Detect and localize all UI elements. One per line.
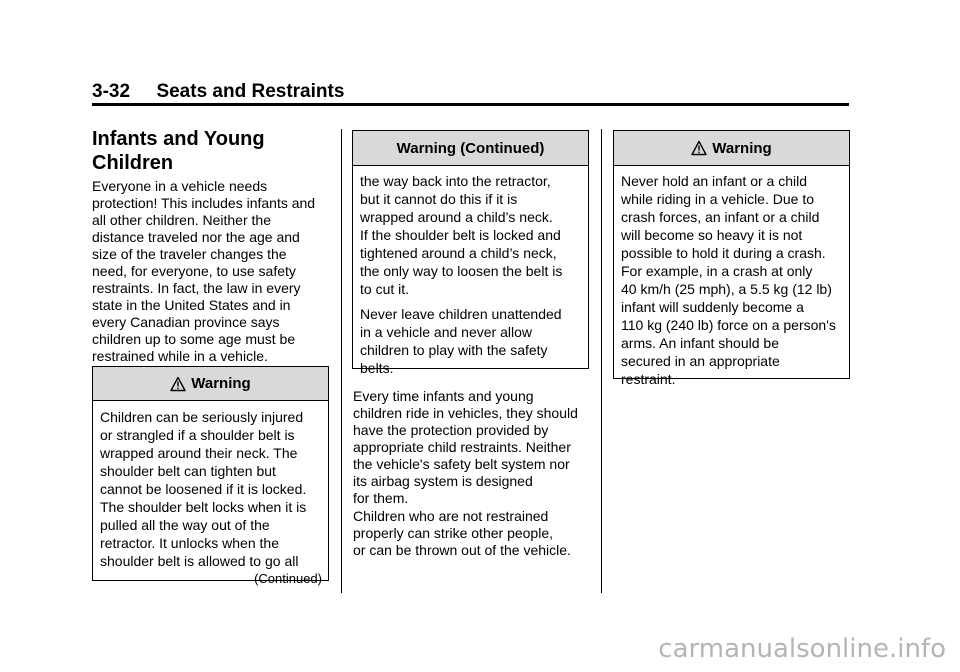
- warning-title: Warning: [712, 139, 772, 157]
- warning-header: [93, 367, 328, 401]
- warning-header: [353, 131, 588, 166]
- warning-title: Warning (Continued): [396, 139, 545, 157]
- page-header: [92, 80, 849, 106]
- warning-header: [614, 131, 849, 166]
- page-number: 3-32: [92, 81, 131, 102]
- body-paragraph-1: Every time infants and young children ride in vehicles, they should have the protection provided by appropriate child restraints. Neither the vehicle's safety belt system nor its airbag system is designed for them.: [353, 388, 578, 506]
- warning-body: the way back into the retractor, but it cannot do this if it is wrapped around a child’s neck. If the shoulder belt is locked and tightened around a child’s neck, the only way to loosen the belt is to cut it. Never leave children unattended in a vehicle and never allow children to play with the safety belts.: [360, 173, 563, 376]
- section-heading: Infants and Young Children: [92, 128, 265, 174]
- warning-box-1: [92, 366, 329, 586]
- warning-title: Warning: [191, 375, 251, 392]
- warning-body: Never hold an infant or a child while riding in a vehicle. Due to crash forces, an infant or a child will become so heavy it is not possible to hold it during a crash. For example, in a crash at only 40 km/h (25 mph), a 5.5 kg (12 lb) infant will suddenly become a 110 kg (240 lb) force on a person's arms. An infant should be secured in an appropriate restraint.: [621, 173, 836, 387]
- warning-box-2: [352, 130, 589, 376]
- warning-body: Children can be seriously injured or strangled if a shoulder belt is wrapped around their neck. The shoulder belt can tighten but cannot be loosened if it is locked. The shoulder belt locks when it is pulled all the way out of the retractor. It unlocks when the shoulder belt is allowed to go all (Continued): [100, 409, 322, 586]
- section-title: Seats and Restraints: [156, 81, 345, 102]
- watermark: carmanualsonline.info: [658, 634, 946, 664]
- column-divider-2: [601, 129, 602, 593]
- body-paragraph-2: Children who are not restrained properly can strike other people, or can be thrown out of the vehicle.: [353, 508, 571, 558]
- warning-triangle-icon: [170, 376, 186, 392]
- continued-label: (Continued): [254, 571, 322, 586]
- warning-triangle-icon: [691, 140, 707, 156]
- intro-paragraph: Everyone in a vehicle needs protection! This includes infants and all other children. Neither the distance traveled nor the age and size of the traveler changes the need, for everyone, to use safety restraints. In fact, the law in every state in the United States and in every Canadian province says children up to some age must be restrained while in a vehicle.: [92, 178, 316, 364]
- warning-box-3: [613, 130, 850, 387]
- column-divider-1: [341, 129, 342, 593]
